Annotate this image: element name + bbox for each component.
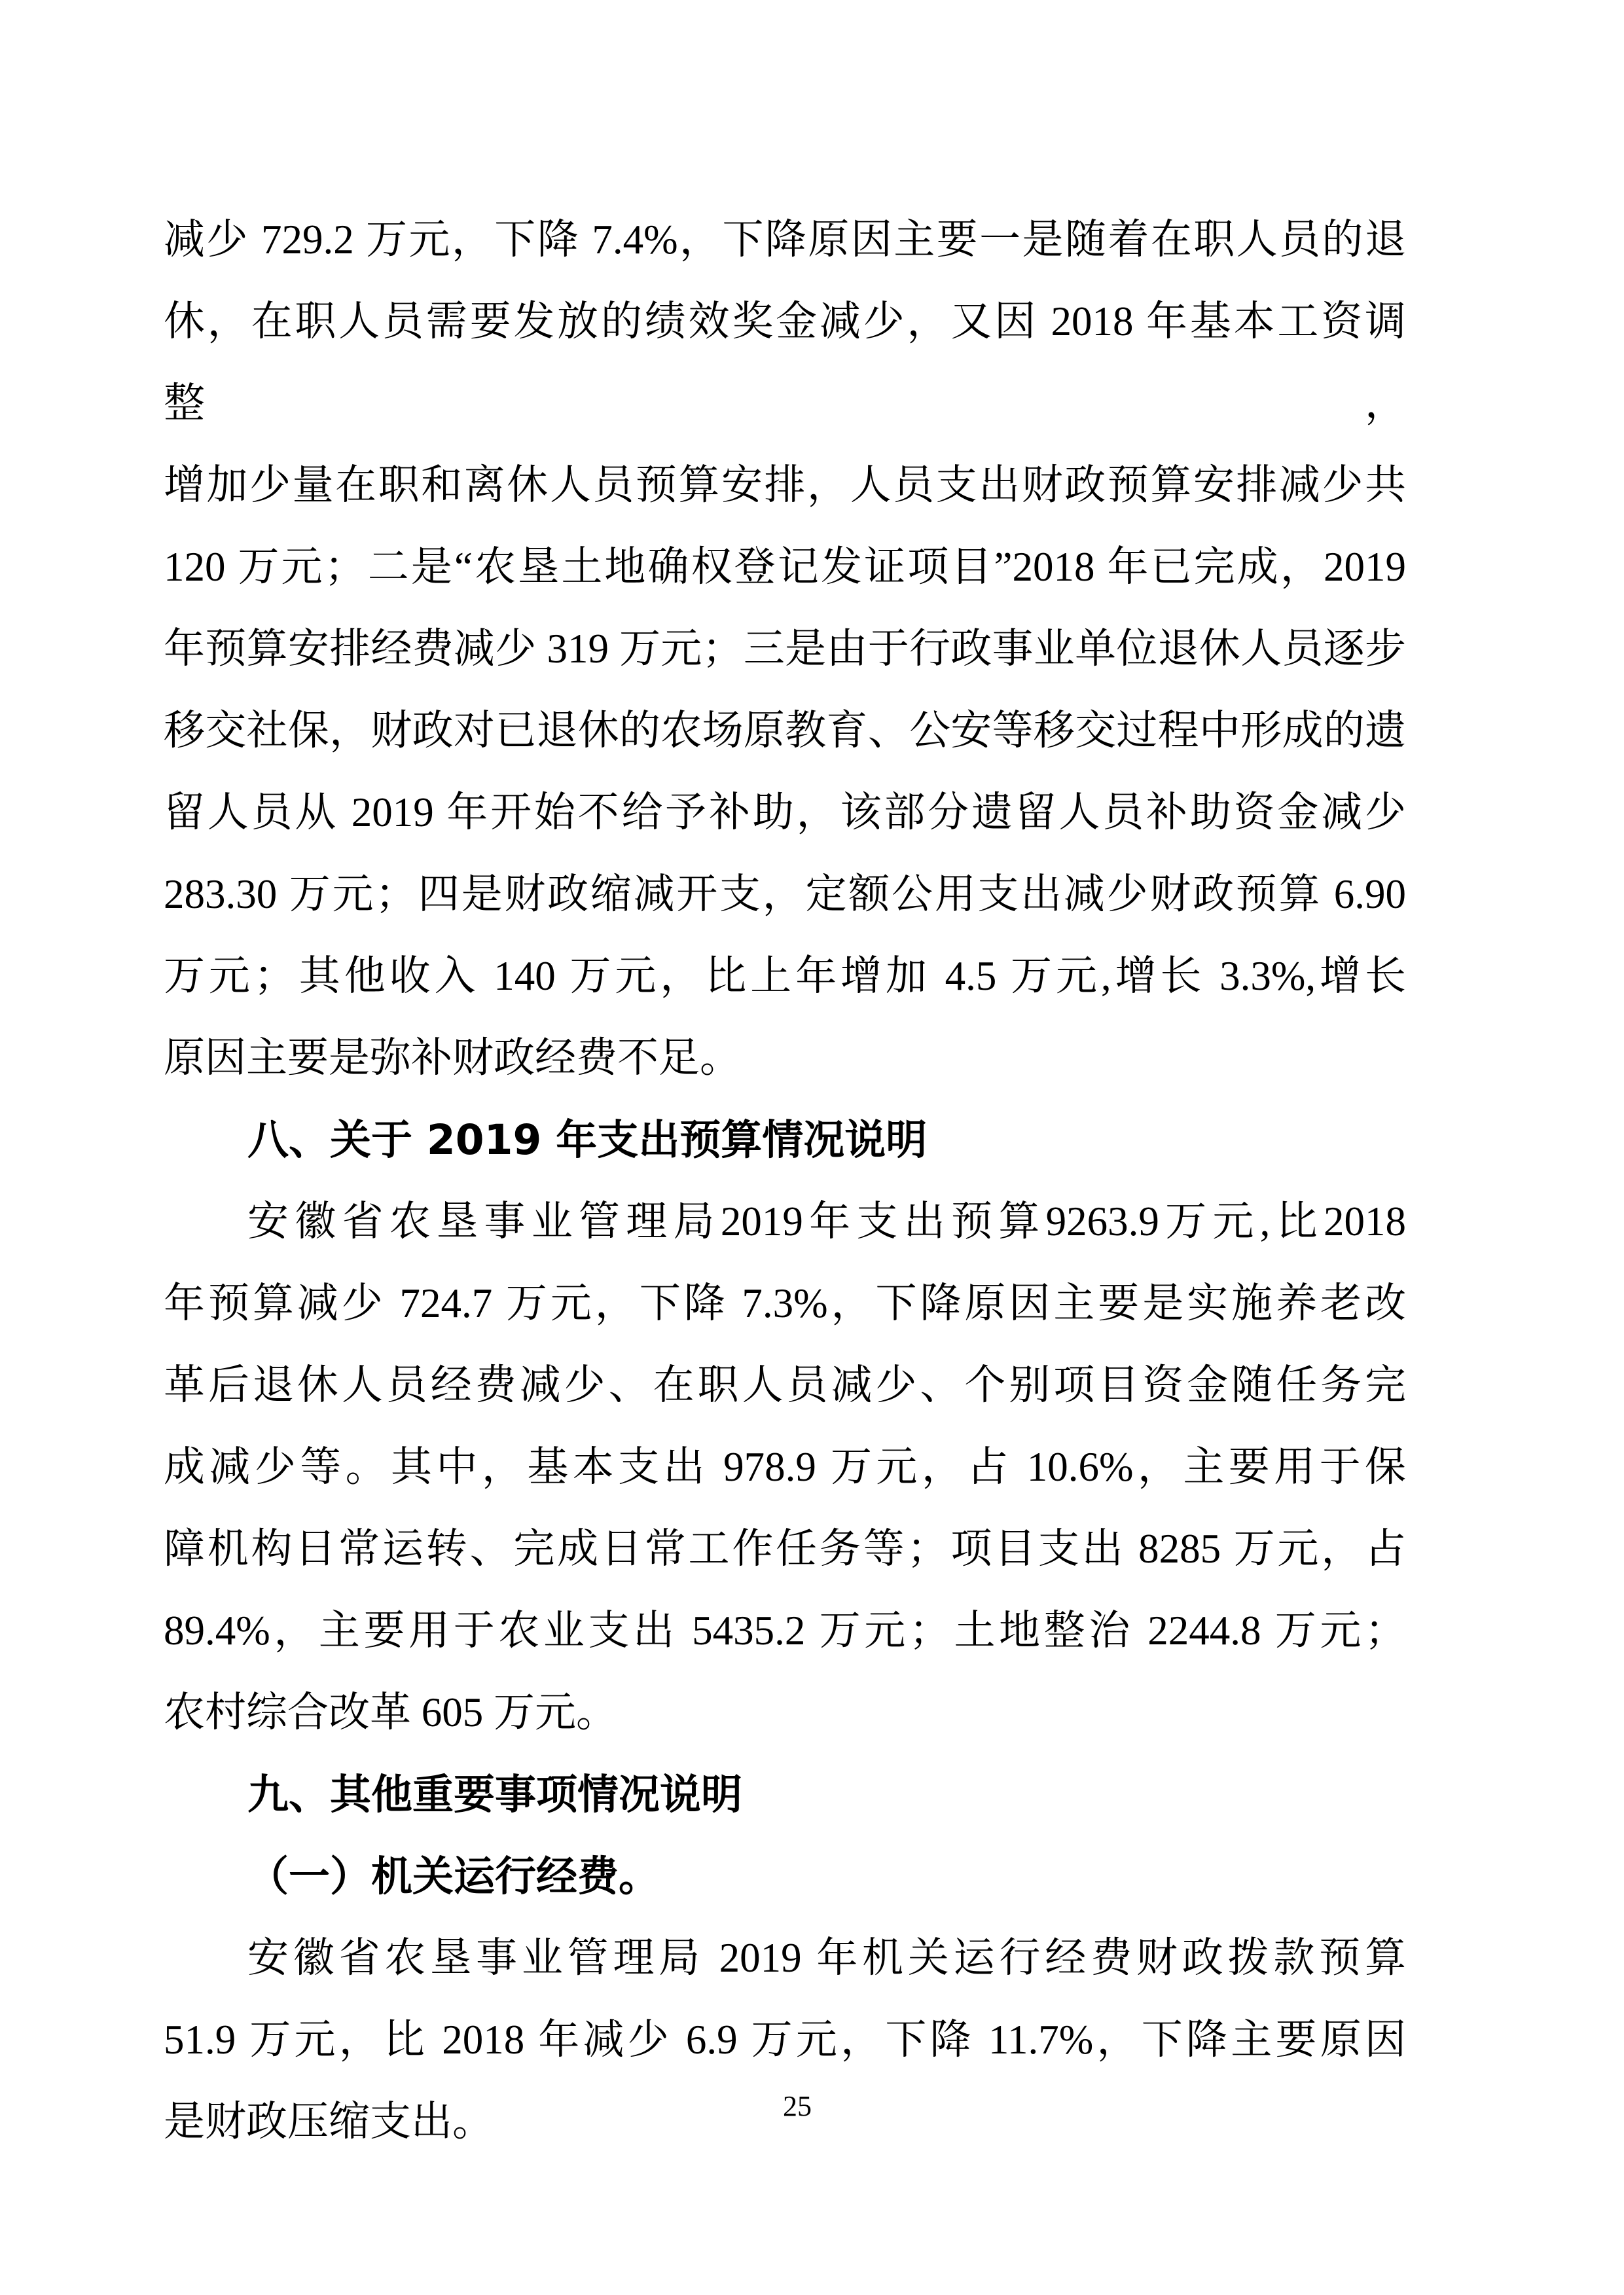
- paragraph-line: 移交社保，财政对已退休的农场原教育、公安等移交过程中形成的遗: [164, 708, 1406, 753]
- paragraph-line: 安徽省农垦事业管理局2019年支出预算9263.9万元,比2018: [247, 1199, 1406, 1244]
- paragraph-line: 障机构日常运转、完成日常工作任务等；项目支出 8285 万元，占: [164, 1526, 1406, 1572]
- paragraph-line: 增加少量在职和离休人员预算安排，人员支出财政预算安排减少共: [164, 462, 1406, 508]
- paragraph-line: 原因主要是弥补财政经费不足。: [164, 1035, 741, 1081]
- paragraph-line: 89.4%，主要用于农业支出 5435.2 万元；土地整治 2244.8 万元；: [164, 1608, 1406, 1653]
- paragraph-line: 是财政压缩支出。: [164, 2099, 494, 2144]
- subsection-heading-agency-operating-funds: （一）机关运行经费。: [247, 1852, 660, 1900]
- paragraph-line: 成减少等。其中，基本支出 978.9 万元，占 10.6%，主要用于保: [164, 1444, 1406, 1490]
- paragraph-line: 万元；其他收入 140 万元，比上年增加 4.5 万元,增长 3.3%,增长: [164, 953, 1406, 999]
- paragraph-line: 减少 729.2 万元，下降 7.4%，下降原因主要一是随着在职人员的退: [164, 217, 1406, 262]
- paragraph-line: 休，在职人员需要发放的绩效奖金减少，又因 2018 年基本工资调整，: [164, 298, 1406, 426]
- paragraph-line: 年预算安排经费减少 319 万元；三是由于行政事业单位退休人员逐步: [164, 626, 1406, 672]
- section-heading-other-important-items: 九、其他重要事项情况说明: [247, 1771, 742, 1818]
- document-body: [164, 199, 1406, 2163]
- paragraph-line: 农村综合改革 605 万元。: [164, 1690, 617, 1735]
- paragraph-line: 51.9 万元，比 2018 年减少 6.9 万元，下降 11.7%，下降主要原因: [164, 2017, 1406, 2063]
- paragraph-line: 年预算减少 724.7 万元，下降 7.3%，下降原因主要是实施养老改: [164, 1280, 1406, 1326]
- paragraph-line: 留人员从 2019 年开始不给予补助，该部分遗留人员补助资金减少: [164, 789, 1406, 835]
- paragraph-line: 283.30 万元；四是财政缩减开支，定额公用支出减少财政预算 6.90: [164, 871, 1406, 917]
- paragraph-line: 120 万元；二是“农垦土地确权登记发证项目”2018 年已完成，2019: [164, 544, 1406, 590]
- page-number: 25: [783, 2090, 812, 2122]
- paragraph-line: 革后退休人员经费减少、在职人员减少、个别项目资金随任务完: [164, 1362, 1406, 1408]
- section-heading-expenditure-budget: 八、关于 2019 年支出预算情况说明: [247, 1116, 928, 1164]
- paragraph-line: 安徽省农垦事业管理局 2019 年机关运行经费财政拨款预算: [247, 1935, 1406, 1981]
